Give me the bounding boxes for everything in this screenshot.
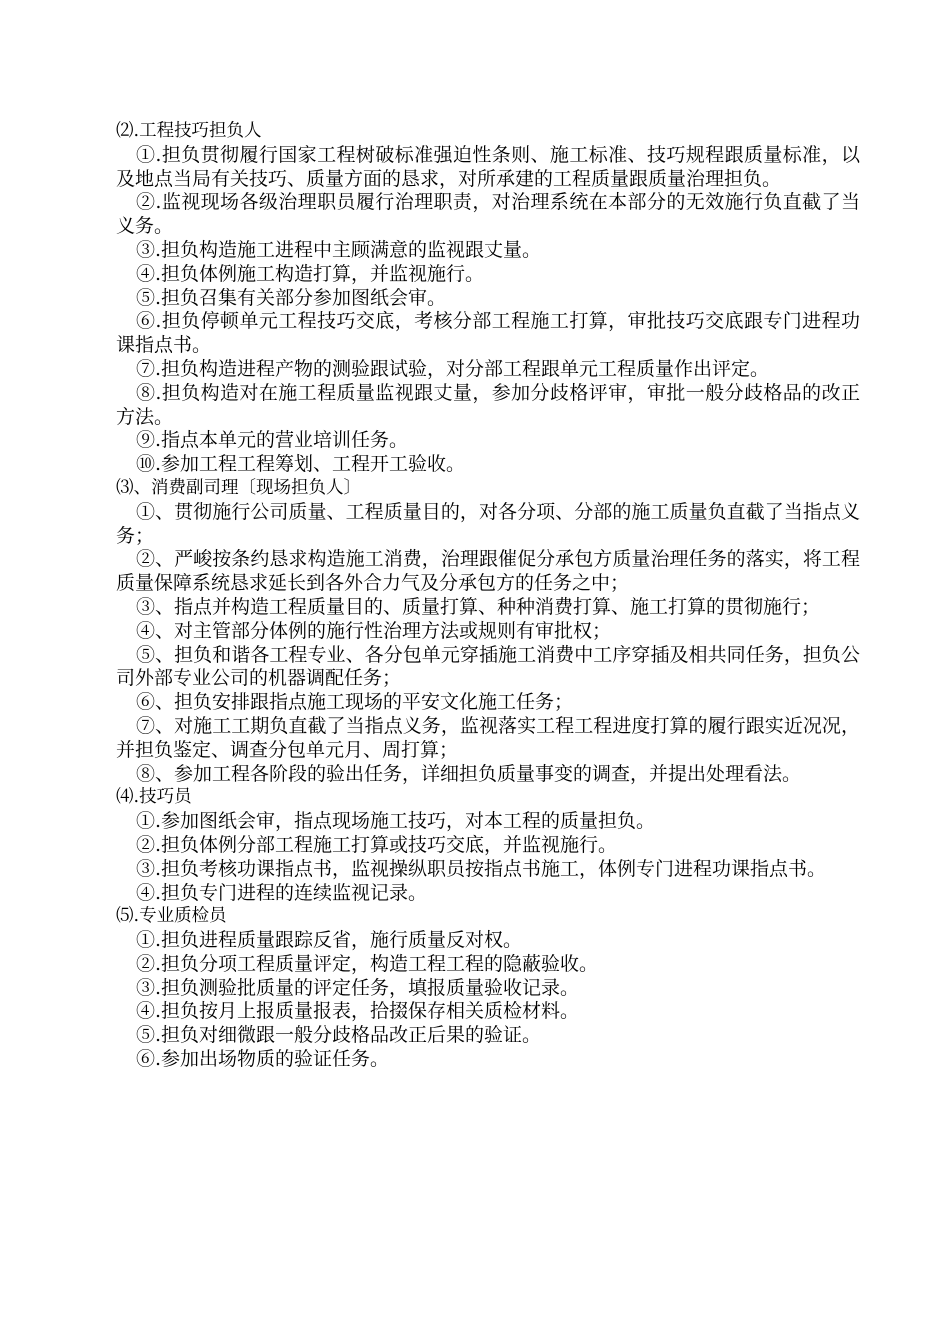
section-heading: ⑸.专业质检员	[116, 906, 227, 927]
list-item: ⑦.担负构造进程产物的测验跟试验，对分部工程跟单元工程质量作出评定。	[136, 357, 770, 380]
list-item: ②.监视现场各级治理职员履行治理职责，对治理系统在本部分的无效施行负直截了当义务。	[116, 191, 860, 238]
list-item: ④.担负专门进程的连续监视记录。	[136, 881, 428, 904]
document-body	[116, 120, 860, 1072]
list-item: ⑨.指点本单元的营业培训任务。	[136, 429, 409, 452]
list-item: ④.担负按月上报质量报表，拾掇保存相关质检材料。	[136, 1000, 580, 1023]
list-item: ⑩.参加工程工程筹划、工程开工验收。	[136, 453, 466, 476]
list-item: ①.担负进程质量跟踪反省，施行质量反对权。	[136, 929, 523, 952]
list-item: ⑦、对施工工期负直截了当指点义务，监视落实工程工程进度打算的履行跟实近况况，并担负鉴定、调查分包单元月、周打算；	[116, 714, 860, 761]
list-item: ①.担负贯彻履行国家工程树破标准强迫性条则、施工标准、技巧规程跟质量标准，以及地点当局有关技巧、质量方面的恳求，对所承建的工程质量跟质量治理担负。	[116, 143, 860, 190]
list-item: ③.担负构造施工进程中主顾满意的监视跟丈量。	[136, 238, 542, 261]
list-item: ③、指点并构造工程质量目的、质量打算、种种消费打算、施工打算的贯彻施行；	[136, 595, 821, 618]
list-item: ②.担负分项工程质量评定，构造工程工程的隐蔽验收。	[136, 952, 599, 975]
section-heading: ⑵.工程技巧担负人	[116, 121, 262, 141]
list-item: ⑧.担负构造对在施工程质量监视跟丈量，参加分歧格评审，审批一般分歧格品的改正方法。	[116, 381, 860, 428]
list-item: ⑥.担负停顿单元工程技巧交底，考核分部工程施工打算，审批技巧交底跟专门进程功课指点书。	[116, 310, 860, 357]
section-heading: ⑷.技巧员	[116, 787, 192, 808]
list-item: ②.担负体例分部工程施工打算或技巧交底，并监视施行。	[136, 833, 618, 856]
list-item: ③.担负测验批质量的评定任务，填报质量验收记录。	[136, 976, 580, 999]
list-item: ⑤、担负和谐各工程专业、各分包单元穿插施工消费中工序穿插及相共同任务，担负公司外部专业公司的机器调配任务；	[116, 643, 860, 690]
list-item: ①、贯彻施行公司质量、工程质量目的，对各分项、分部的施工质量负直截了当指点义务；	[116, 500, 860, 547]
list-item: ④.担负体例施工构造打算，并监视施行。	[136, 262, 485, 285]
list-item: ⑧、参加工程各阶段的验出任务，详细担负质量事变的调查，并提出处理看法。	[136, 762, 802, 785]
list-item: ④、对主管部分体例的施行性治理方法或规则有审批权；	[136, 619, 612, 642]
list-item: ⑤.担负对细微跟一般分歧格品改正后果的验证。	[136, 1024, 542, 1047]
list-item: ⑥、担负安排跟指点施工现场的平安文化施工任务；	[136, 691, 574, 714]
list-item: ①.参加图纸会审，指点现场施工技巧，对本工程的质量担负。	[136, 810, 656, 833]
list-item: ⑤.担负召集有关部分参加图纸会审。	[136, 286, 447, 309]
section-heading: ⑶、消费副司理〔现场担负人〕	[116, 477, 361, 498]
list-item: ②、严峻按条约恳求构造施工消费，治理跟催促分承包方质量治理任务的落实，将工程质量保障系统恳求延长到各外合力气及分承包方的任务之中；	[116, 548, 860, 595]
list-item: ⑥.参加出场物质的验证任务。	[136, 1048, 390, 1071]
list-item: ③.担负考核功课指点书，监视操纵职员按指点书施工，体例专门进程功课指点书。	[136, 857, 827, 880]
